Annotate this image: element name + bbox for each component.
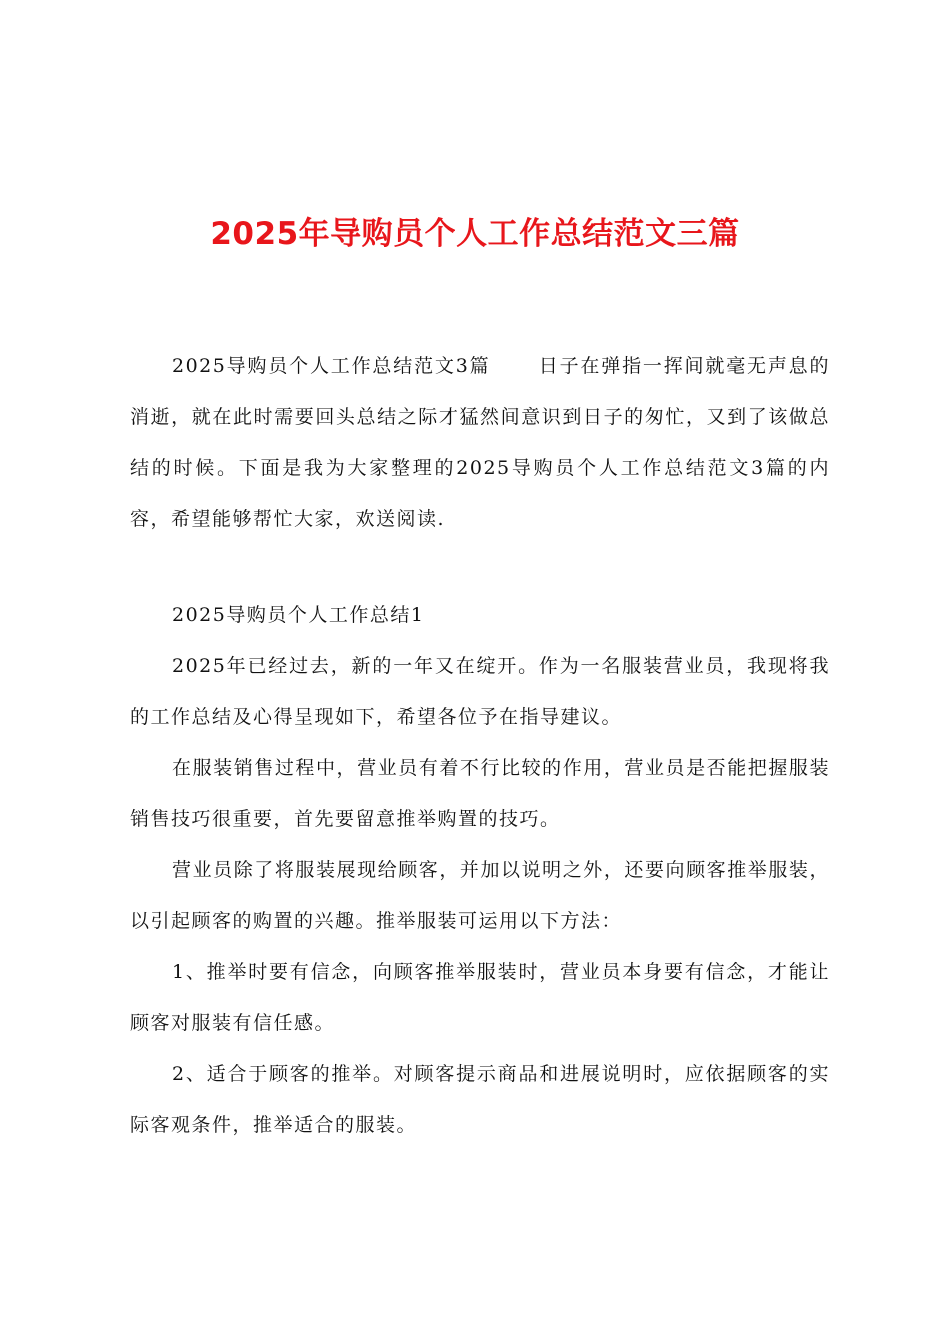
body-paragraph-4: 1、推举时要有信念，向顾客推举服装时，营业员本身要有信念，才能让顾客对服装有信任感。 [130,961,830,1034]
body-paragraph-2: 在服装销售过程中，营业员有着不行比较的作用，营业员是否能把握服装销售技巧很重要，首先要留意推举购置的技巧。 [130,757,830,830]
intro-text: 日子在弹指一挥间就毫无声息的消逝，就在此时需要回头总结之际才猛然间意识到日子的匆忙，又到了该做总结的时候。下面是我为大家整理的2025导购员个人工作总结范文3篇的内容，希望能够帮忙大家，欢送阅读. [130,355,830,530]
section-title: 2025导购员个人工作总结1 [172,604,425,626]
section-block [130,590,830,1151]
document-title: 2025年导购员个人工作总结范文三篇 [210,216,740,252]
intro-paragraph [130,341,830,545]
intro-heading: 2025导购员个人工作总结范文3篇 [172,355,491,377]
body-paragraph-1: 2025年已经过去，新的一年又在绽开。作为一名服装营业员，我现将我的工作总结及心得呈现如下，希望各位予在指导建议。 [130,655,830,728]
body-paragraph-5: 2、适合于顾客的推举。对顾客提示商品和进展说明时，应依据顾客的实际客观条件，推举适合的服装。 [130,1063,830,1136]
body-paragraph-3: 营业员除了将服装展现给顾客，并加以说明之外，还要向顾客推举服装，以引起顾客的购置的兴趣。推举服装可运用以下方法： [130,859,830,932]
intro-block [130,341,830,545]
